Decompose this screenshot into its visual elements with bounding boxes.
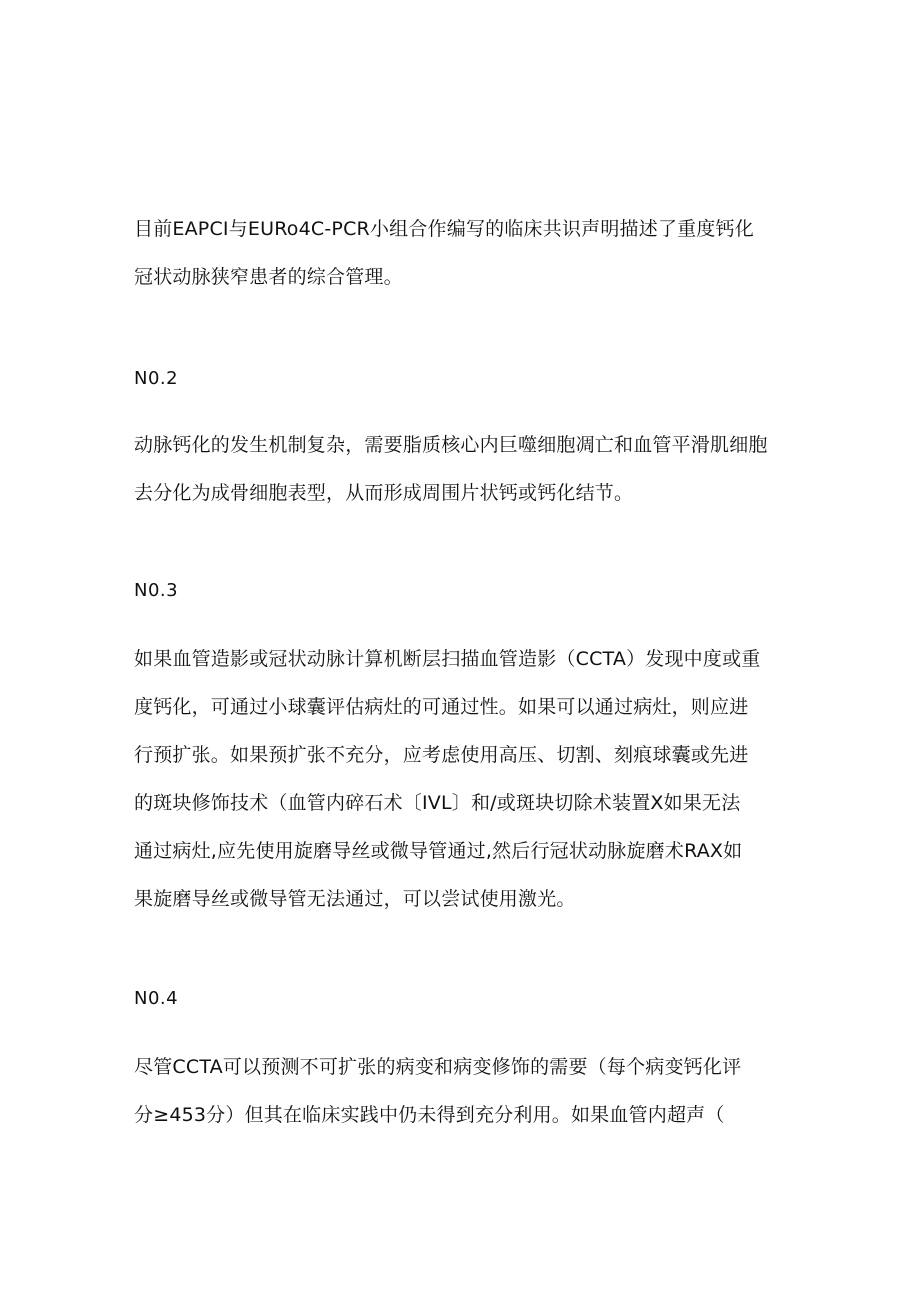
text-line: 度钙化，可通过小球囊评估病灶的可通过性。如果可以通过病灶，则应进	[134, 696, 749, 718]
text-line: 分≥453分）但其在临床实践中仍未得到充分利用。如果血管内超声（	[134, 1104, 725, 1126]
paragraph-n03	[134, 635, 814, 923]
text-line: 通过病灶,应先使用旋磨导丝或微导管通过,然后行冠状动脉旋磨术RAX如	[134, 840, 743, 862]
text-line: 目前EAPCI与EURo4C-PCR小组合作编写的临床共识声明描述了重度钙化	[134, 218, 754, 240]
section-heading: N0.4	[134, 988, 179, 1009]
paragraph-n04	[134, 1043, 814, 1139]
text-line: 尽管CCTA可以预测不可扩张的病变和病变修饰的需要（每个病变钙化评	[134, 1056, 742, 1078]
section-heading-n03	[134, 579, 814, 603]
paragraph-n02	[134, 421, 814, 517]
section-heading: N0.3	[134, 580, 179, 601]
section-heading: N0.2	[134, 368, 179, 389]
text-line: 的斑块修饰技术（血管内碎石术〔IVL〕和/或斑块切除术装置X如果无法	[134, 792, 741, 814]
text-line: 动脉钙化的发生机制复杂，需要脂质核心内巨噬细胞凋亡和血管平滑肌细胞	[134, 434, 768, 456]
paragraph-intro	[134, 205, 814, 301]
text-line: 果旋磨导丝或微导管无法通过，可以尝试使用激光。	[134, 888, 576, 910]
section-heading-n04	[134, 987, 814, 1011]
text-line: 冠状动脉狭窄患者的综合管理。	[134, 266, 403, 288]
text-line: 行预扩张。如果预扩张不充分，应考虑使用高压、切割、刻痕球囊或先进	[134, 744, 749, 766]
section-heading-n02	[134, 367, 814, 391]
text-line: 如果血管造影或冠状动脉计算机断层扫描血管造影（CCTA）发现中度或重	[134, 648, 761, 670]
text-line: 去分化为成骨细胞表型，从而形成周围片状钙或钙化结节。	[134, 482, 634, 504]
